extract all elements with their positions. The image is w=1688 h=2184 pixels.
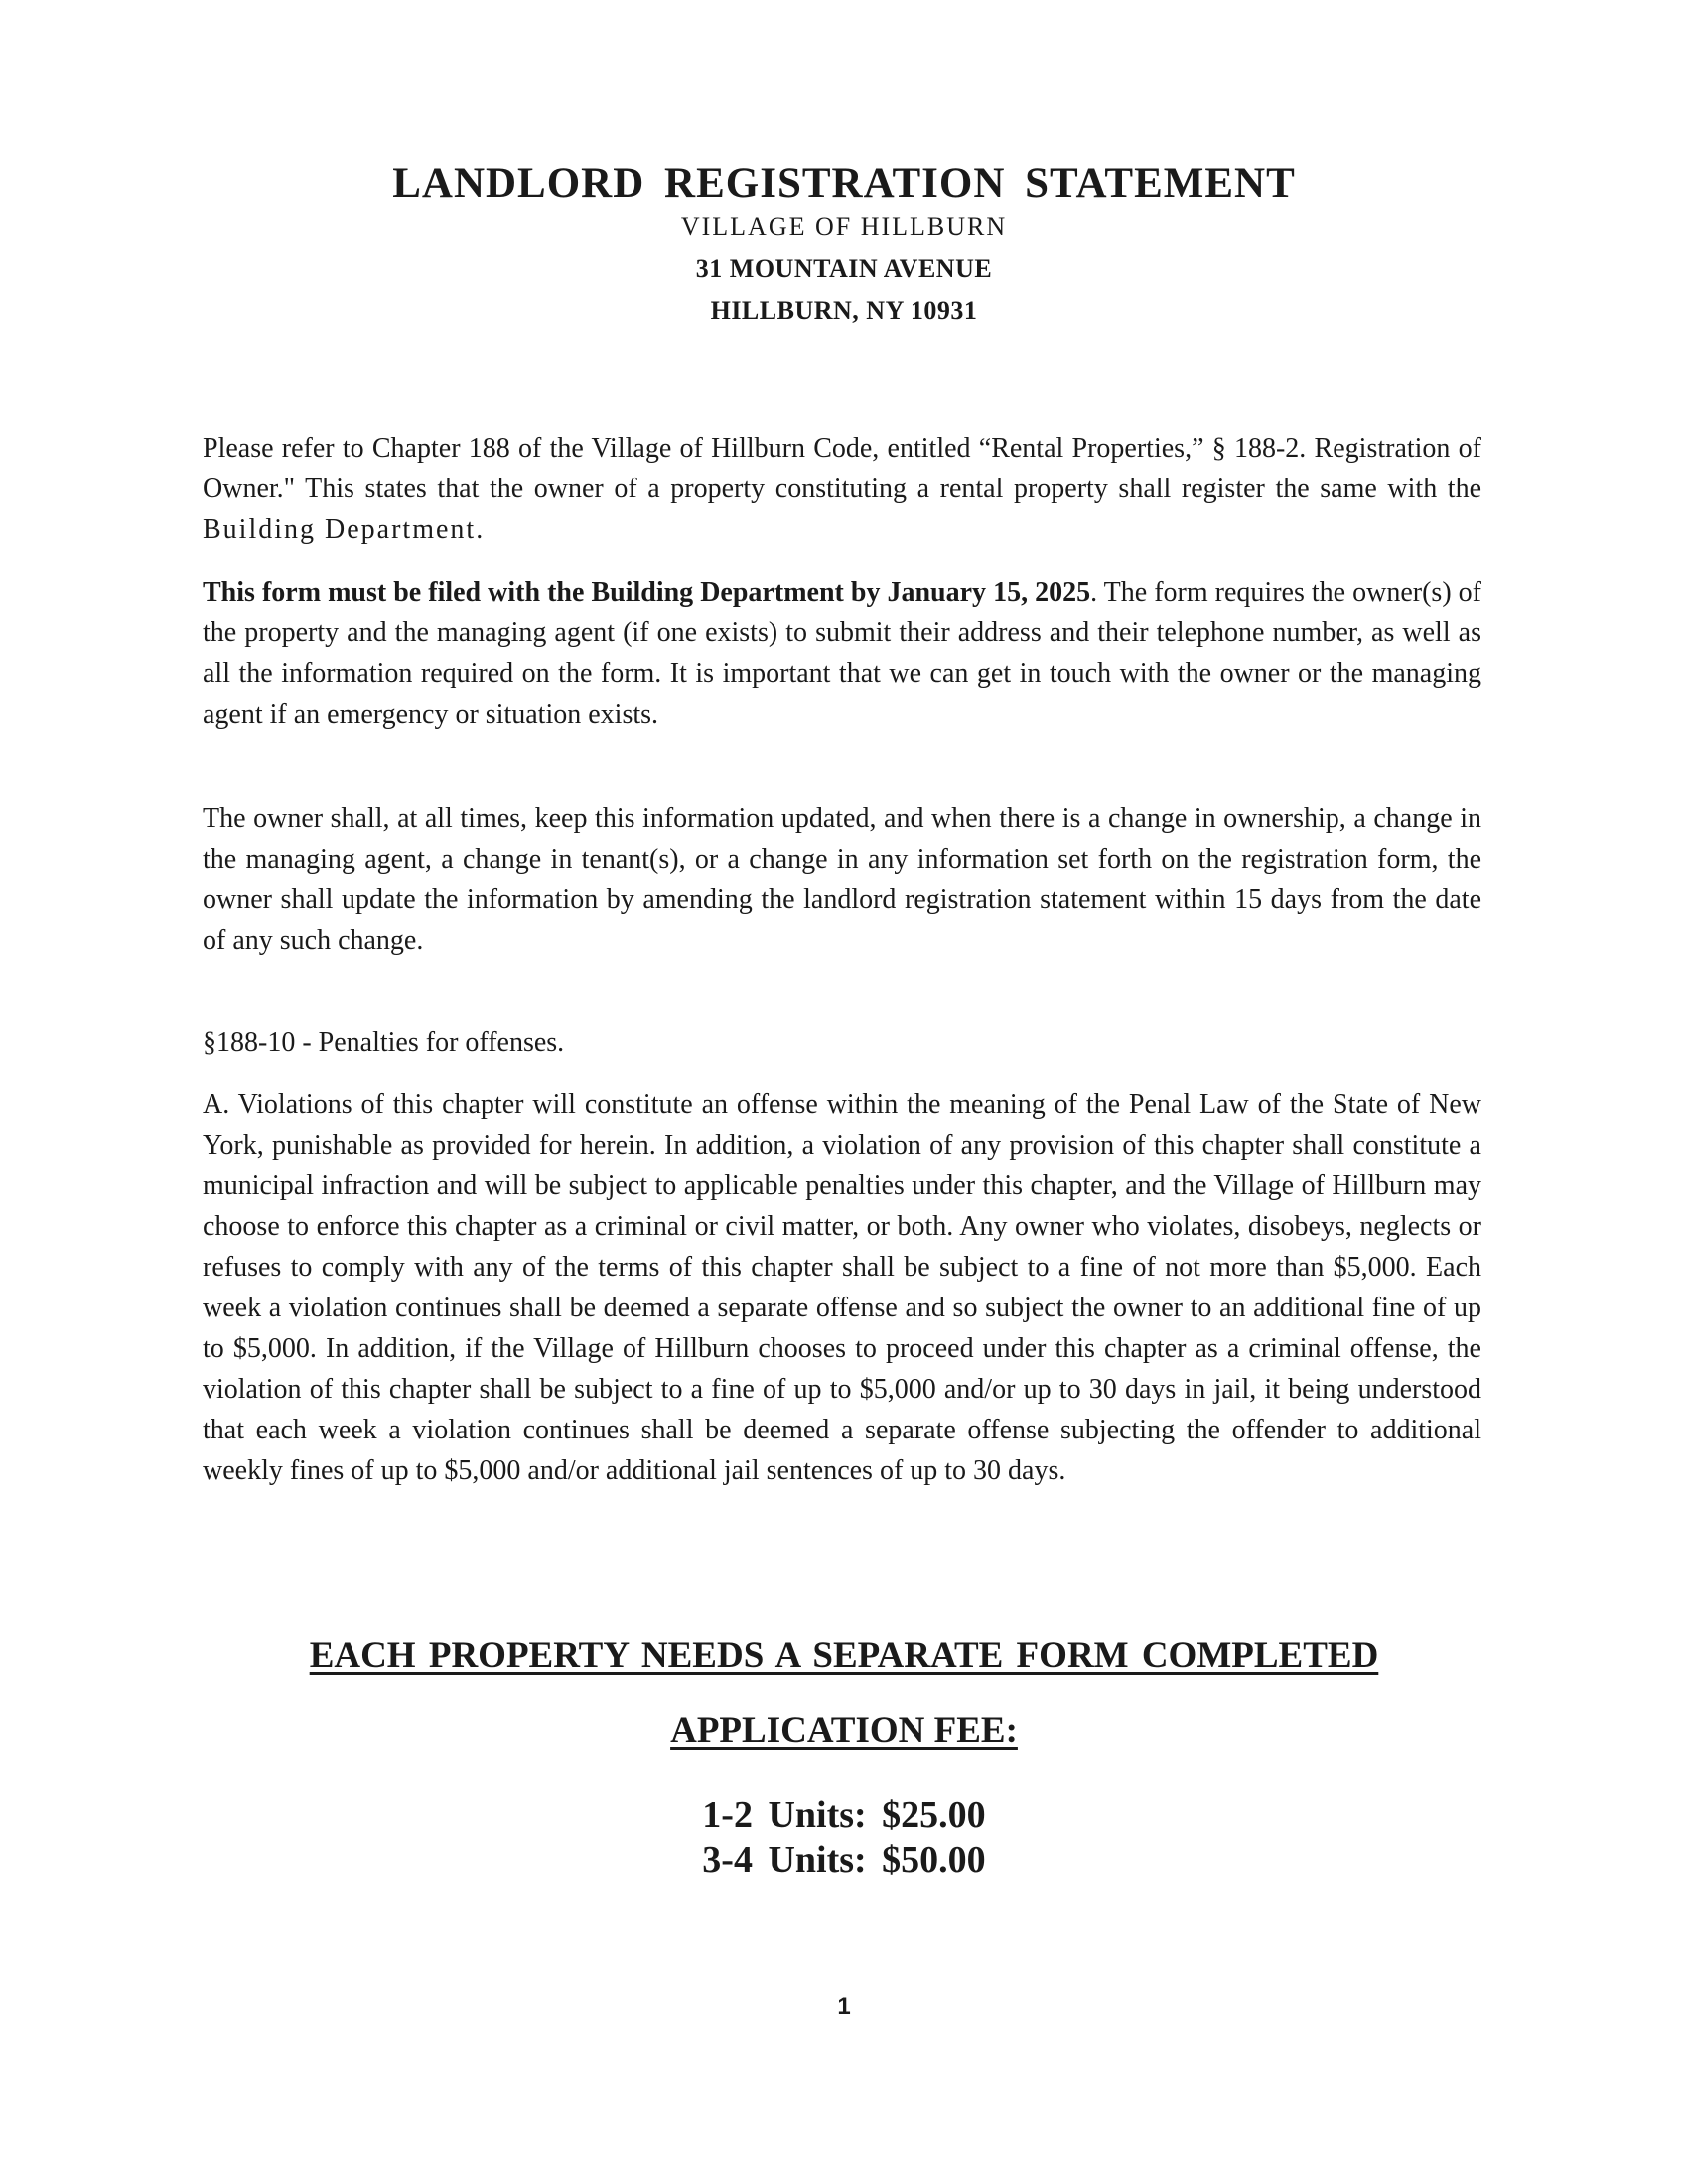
application-fee-heading: APPLICATION FEE: — [670, 1710, 1018, 1751]
filing-text: . The form requires the owner(s) of the property and the managing agent (if one exists) to submit their address and their telephone number, as well as all the information required on the form. It is important that we can get in touch with the owner or the managing agent if an emergency or situation exists. — [203, 577, 1482, 730]
update-paragraph: The owner shall, at all times, keep this information updated, and when there is a change in ownership, a change in the managing agent, a change in tenant(s), or a change in any information set forth on the registration form, the owner shall update the information by amending the landlord registration statement within 15 days from the date of any such change. — [203, 803, 1481, 956]
penalties-heading: §188-10 - Penalties for offenses. — [203, 1027, 565, 1058]
intro-text: Please refer to Chapter 188 of the Village of Hillburn Code, entitled “Rental Properties,” § 188-2. Registration of Owner." This states that the owner of a property constituting a rental property shall register the same with the — [203, 433, 1481, 504]
city-state-zip: HILLBURN, NY 10931 — [710, 296, 978, 325]
filing-paragraph — [203, 572, 1481, 735]
penalties-paragraph: A. Violations of this chapter will constitute an offense within the meaning of the Penal Law of the State of New York, punishable as provided for herein. In addition, a violation of any provision of this chapter shall constitute a municipal infraction and will be subject to applicable penalties under this chapter, and the Village of Hillburn may choose to enforce this chapter as a criminal or civil matter, or both. Any owner who violates, disobeys, neglects or refuses to comply with any of the terms of this chapter shall be subject to a fine of not more than $5,000. Each week a violation continues shall be deemed a separate offense and so subject the owner to an additional fine of up to $5,000. In addition, if the Village of Hillburn chooses to proceed under this chapter as a criminal offense, the violation of this chapter shall be subject to a fine of up to $5,000 and/or up to 30 days in jail, it being understood that each week a violation continues shall be deemed a separate offense subjecting the offender to additional weekly fines of up to $5,000 and/or additional jail sentences of up to 30 days. — [203, 1089, 1481, 1486]
fee-3-4-units: 3-4 Units: $50.00 — [702, 1840, 986, 1881]
filing-deadline-text: This form must be filed with the Building Department by January 15, 2025 — [203, 577, 1091, 608]
intro-period: . — [476, 514, 484, 545]
document-title: LANDLORD REGISTRATION STATEMENT — [392, 160, 1296, 206]
fee-1-2-units: 1-2 Units: $25.00 — [702, 1794, 986, 1836]
village-name: VILLAGE OF HILLBURN — [680, 212, 1008, 241]
page-number: 1 — [837, 1993, 851, 2020]
street-address: 31 MOUNTAIN AVENUE — [695, 254, 993, 283]
separate-form-notice: EACH PROPERTY NEEDS A SEPARATE FORM COMPLETED — [309, 1635, 1379, 1676]
building-department-text: Building Department — [203, 514, 477, 545]
intro-paragraph — [203, 428, 1481, 550]
